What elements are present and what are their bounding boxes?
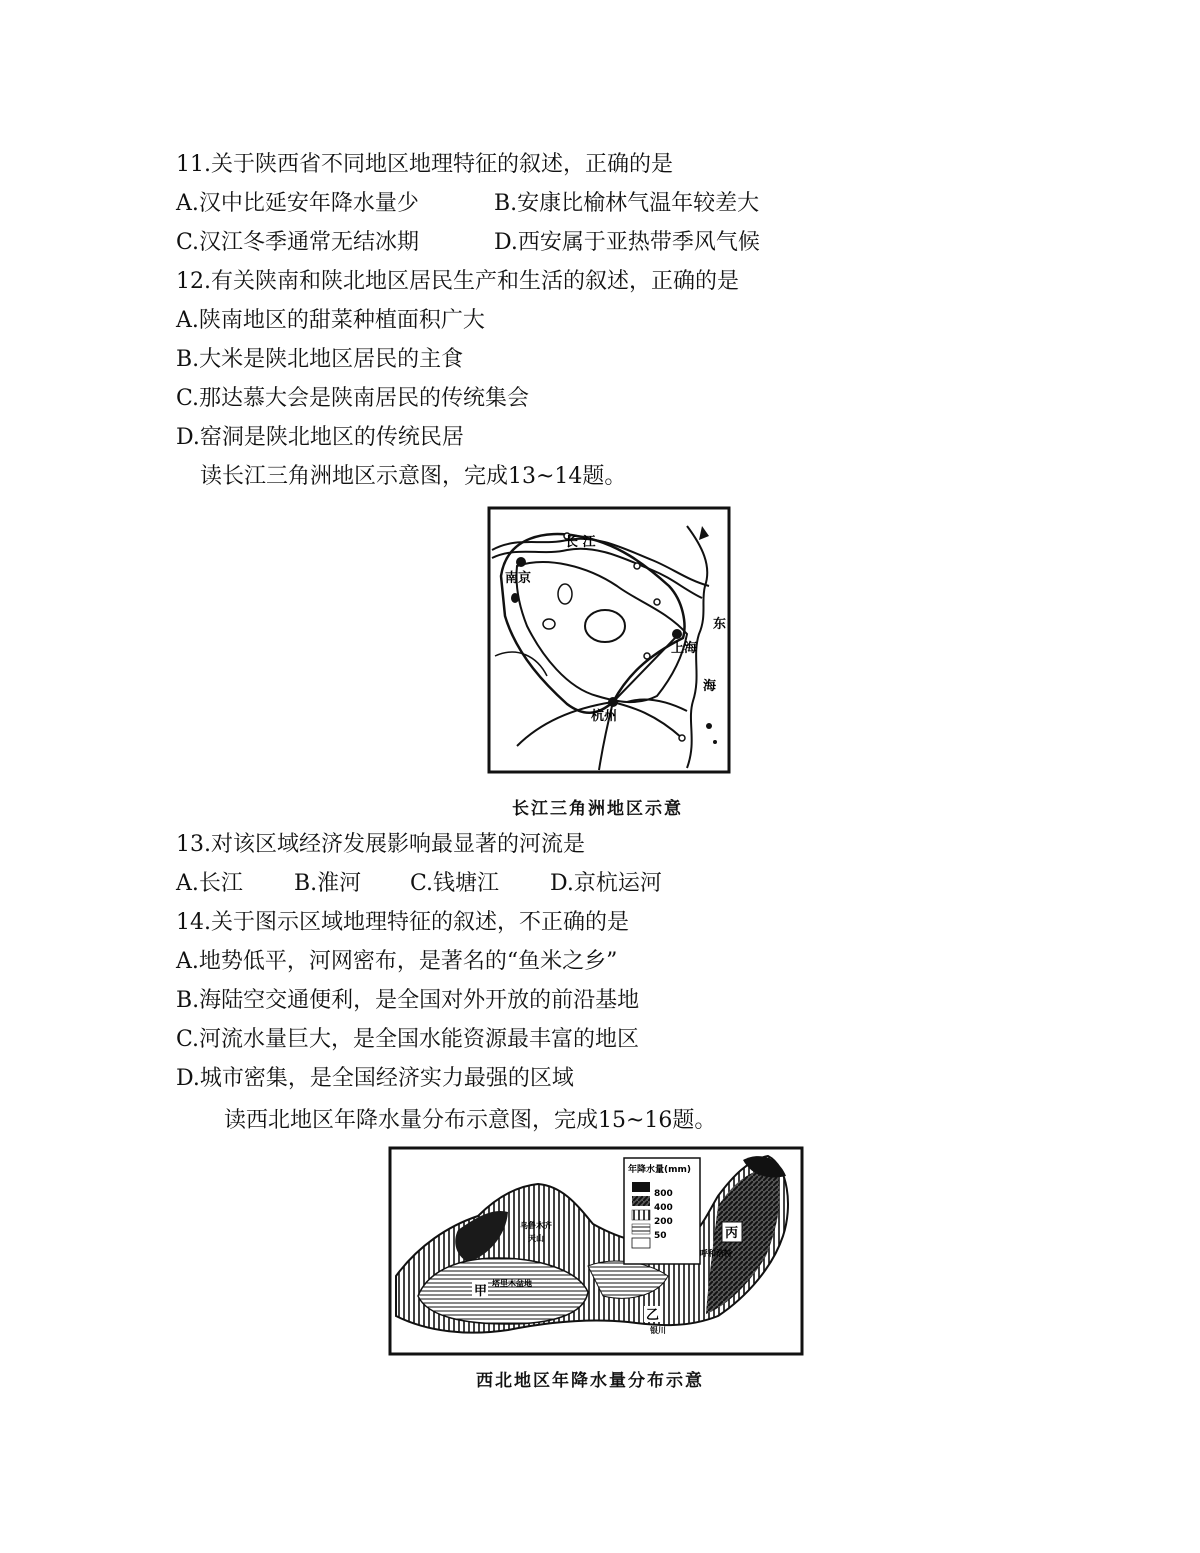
q11-stem: 11.关于陕西省不同地区地理特征的叙述，正确的是 <box>176 152 673 177</box>
label-yinchuan: 银川 <box>650 1326 666 1335</box>
intro-northwest: 读西北地区年降水量分布示意图，完成15~16题。 <box>224 1108 717 1133</box>
q12-stem: 12.有关陕南和陕北地区居民生产和生活的叙述，正确的是 <box>176 269 739 294</box>
label-hai: 海 <box>703 679 717 694</box>
legend-title: 年降水量(mm) <box>628 1165 691 1175</box>
label-dong: 东 <box>713 617 727 632</box>
legend-value-400: 400 <box>654 1203 673 1213</box>
label-tarim: 塔里木盆地 <box>492 1279 532 1288</box>
q12-option-d: D.窑洞是陕北地区的传统民居 <box>176 425 464 450</box>
q13-option-b: B.淮河 <box>294 871 362 896</box>
northwest-caption: 西北地区年降水量分布示意 <box>476 1371 704 1391</box>
legend-value-200: 200 <box>654 1217 673 1227</box>
label-huhehaote: 呼和浩特 <box>700 1249 732 1258</box>
q12-option-b: B.大米是陕北地区居民的主食 <box>176 347 464 372</box>
q14-stem: 14.关于图示区域地理特征的叙述，不正确的是 <box>176 910 629 935</box>
label-tianshan: 天山 <box>528 1234 544 1243</box>
northwest-precipitation-map <box>388 1146 808 1362</box>
q13-option-a: A.长江 <box>176 871 243 896</box>
label-urumqi: 乌鲁木齐 <box>520 1221 552 1230</box>
q13-option-c: C.钱塘江 <box>410 871 500 896</box>
legend-value-800: 800 <box>654 1189 673 1199</box>
label-bing: 丙 <box>725 1226 739 1241</box>
label-changjiang: 长 江 <box>565 535 596 550</box>
q11-option-a: A.汉中比延安年降水量少 <box>176 191 419 216</box>
label-jia: 甲 <box>474 1284 488 1299</box>
q12-option-a: A.陕南地区的甜菜种植面积广大 <box>176 308 485 333</box>
legend-value-50: 50 <box>654 1231 667 1241</box>
label-nanjing: 南京 <box>505 571 532 586</box>
q13-option-d: D.京杭运河 <box>550 871 662 896</box>
q14-option-a: A.地势低平，河网密布，是著名的“鱼米之乡” <box>176 949 618 974</box>
label-shanghai: 上海 <box>671 641 698 656</box>
yangtze-delta-map <box>487 506 733 780</box>
q11-option-c: C.汉江冬季通常无结冰期 <box>176 230 420 255</box>
intro-yangtze-delta: 读长江三角洲地区示意图，完成13~14题。 <box>200 464 627 489</box>
q14-option-c: C.河流水量巨大，是全国水能资源最丰富的地区 <box>176 1027 640 1052</box>
q14-option-b: B.海陆空交通便利，是全国对外开放的前沿基地 <box>176 988 640 1013</box>
label-hangzhou: 杭州 <box>591 709 618 724</box>
q14-option-d: D.城市密集，是全国经济实力最强的区域 <box>176 1066 574 1091</box>
label-yi: 乙 <box>646 1308 660 1323</box>
q12-option-c: C.那达慕大会是陕南居民的传统集会 <box>176 386 530 411</box>
q11-option-b: B.安康比榆林气温年较差大 <box>494 191 760 216</box>
q11-option-d: D.西安属于亚热带季风气候 <box>494 230 760 255</box>
yangtze-delta-caption: 长江三角洲地区示意 <box>512 799 683 819</box>
q13-stem: 13.对该区域经济发展影响最显著的河流是 <box>176 832 585 857</box>
